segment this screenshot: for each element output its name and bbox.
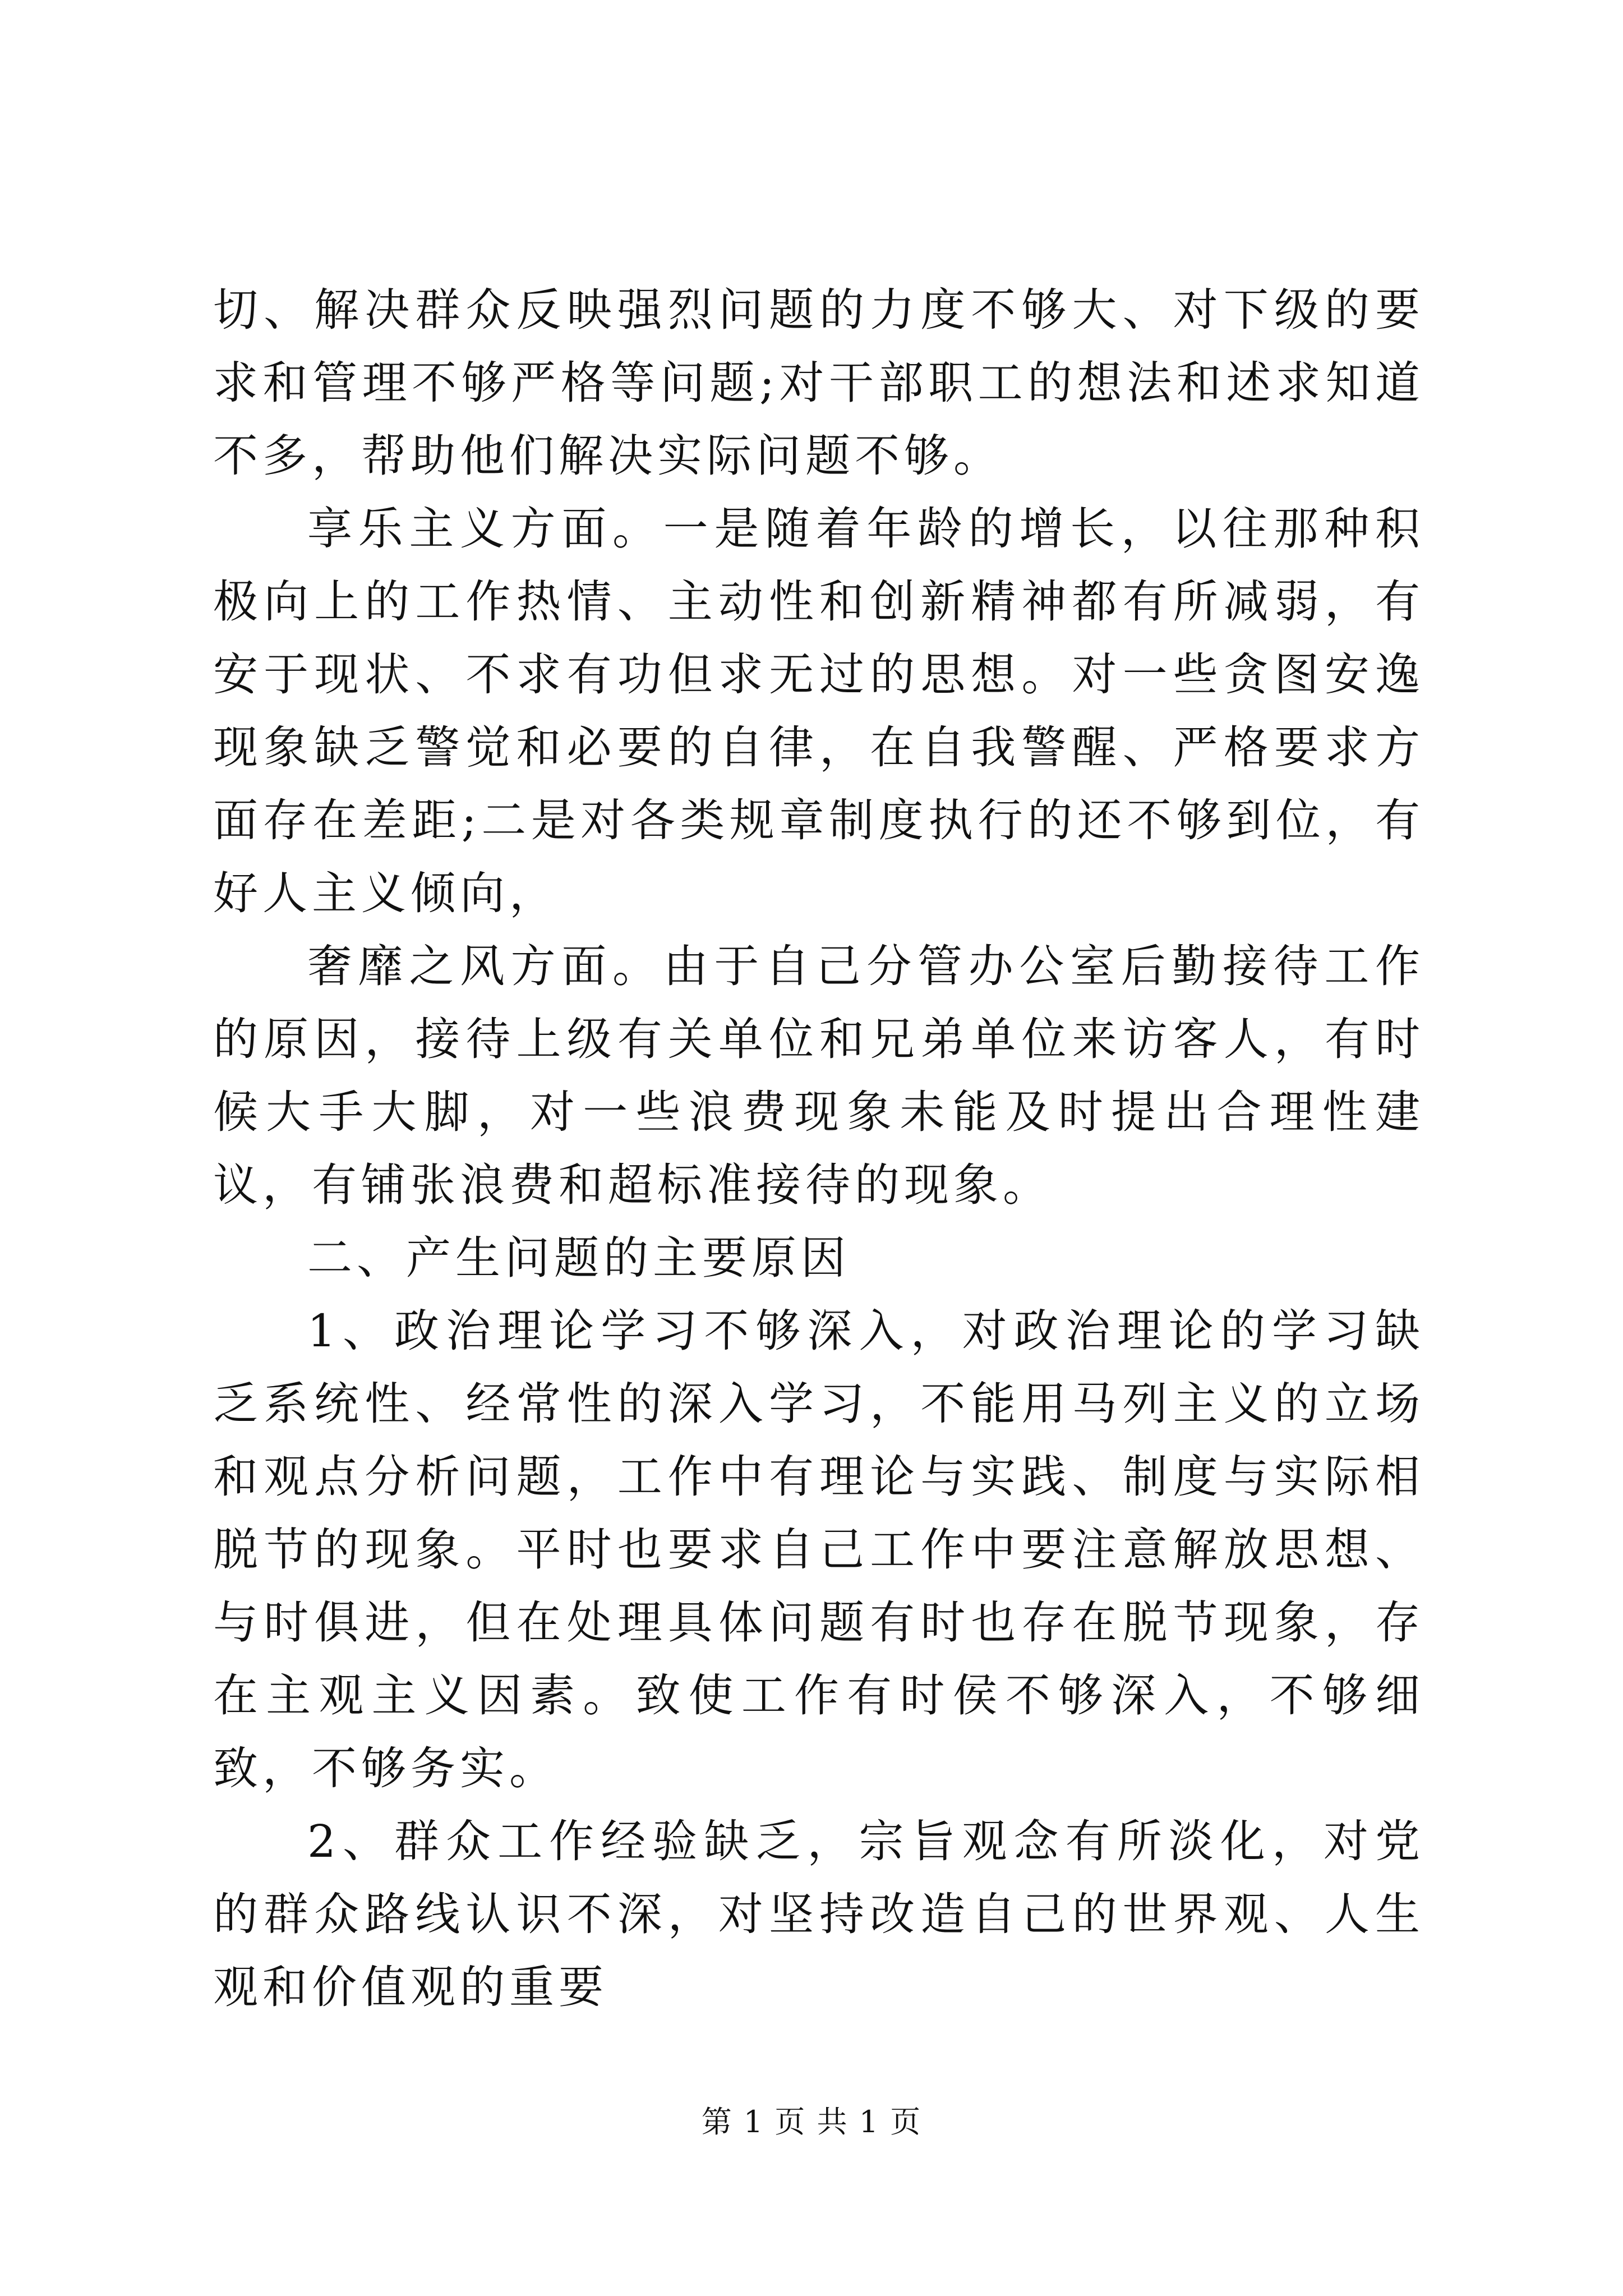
page-footer [0,2098,1623,2141]
paragraph-cause-2: 2、群众工作经验缺乏，宗旨观念有所淡化，对党的群众路线认识不深，对坚持改造自己的世界观、人生观和价值观的重要 [213,1815,1424,2013]
paragraph-hedonism: 享乐主义方面。一是随着年龄的增长，以往那种积极向上的工作热情、主动性和创新精神都有所减弱，有安于现状、不求有功但求无过的思想。对一些贪图安逸现象缺乏警觉和必要的自律，在自我警醒、严格要求方面存在差距;二是对各类规章制度执行的还不够到位，有好人主义倾向， [213,503,1424,919]
page-number-label: 第 1 页 共 1 页 [701,2104,922,2139]
section-heading-causes: 二、产生问题的主要原因 [307,1232,850,1284]
paragraph-cause-1: 1、政治理论学习不够深入，对政治理论的学习缺乏系统性、经常性的深入学习，不能用马列主义的立场和观点分析问题，工作中有理论与实践、制度与实际相脱节的现象。平时也要求自己工作中要注意解放思想、与时俱进，但在处理具体问题有时也存在脱节现象，存在主观主义因素。致使工作有时侯不够深入，不够细致，不够务实。 [213,1305,1424,1795]
paragraph-extravagance: 奢靡之风方面。由于自己分管办公室后勤接待工作的原因，接待上级有关单位和兄弟单位来访客人，有时候大手大脚，对一些浪费现象未能及时提出合理性建议，有铺张浪费和超标准接待的现象。 [213,940,1424,1211]
document-body [213,274,1424,2024]
paragraph-continuation: 切、解决群众反映强烈问题的力度不够大、对下级的要求和管理不够严格等问题;对干部职工的想法和述求知道不多，帮助他们解决实际问题不够。 [213,284,1424,482]
